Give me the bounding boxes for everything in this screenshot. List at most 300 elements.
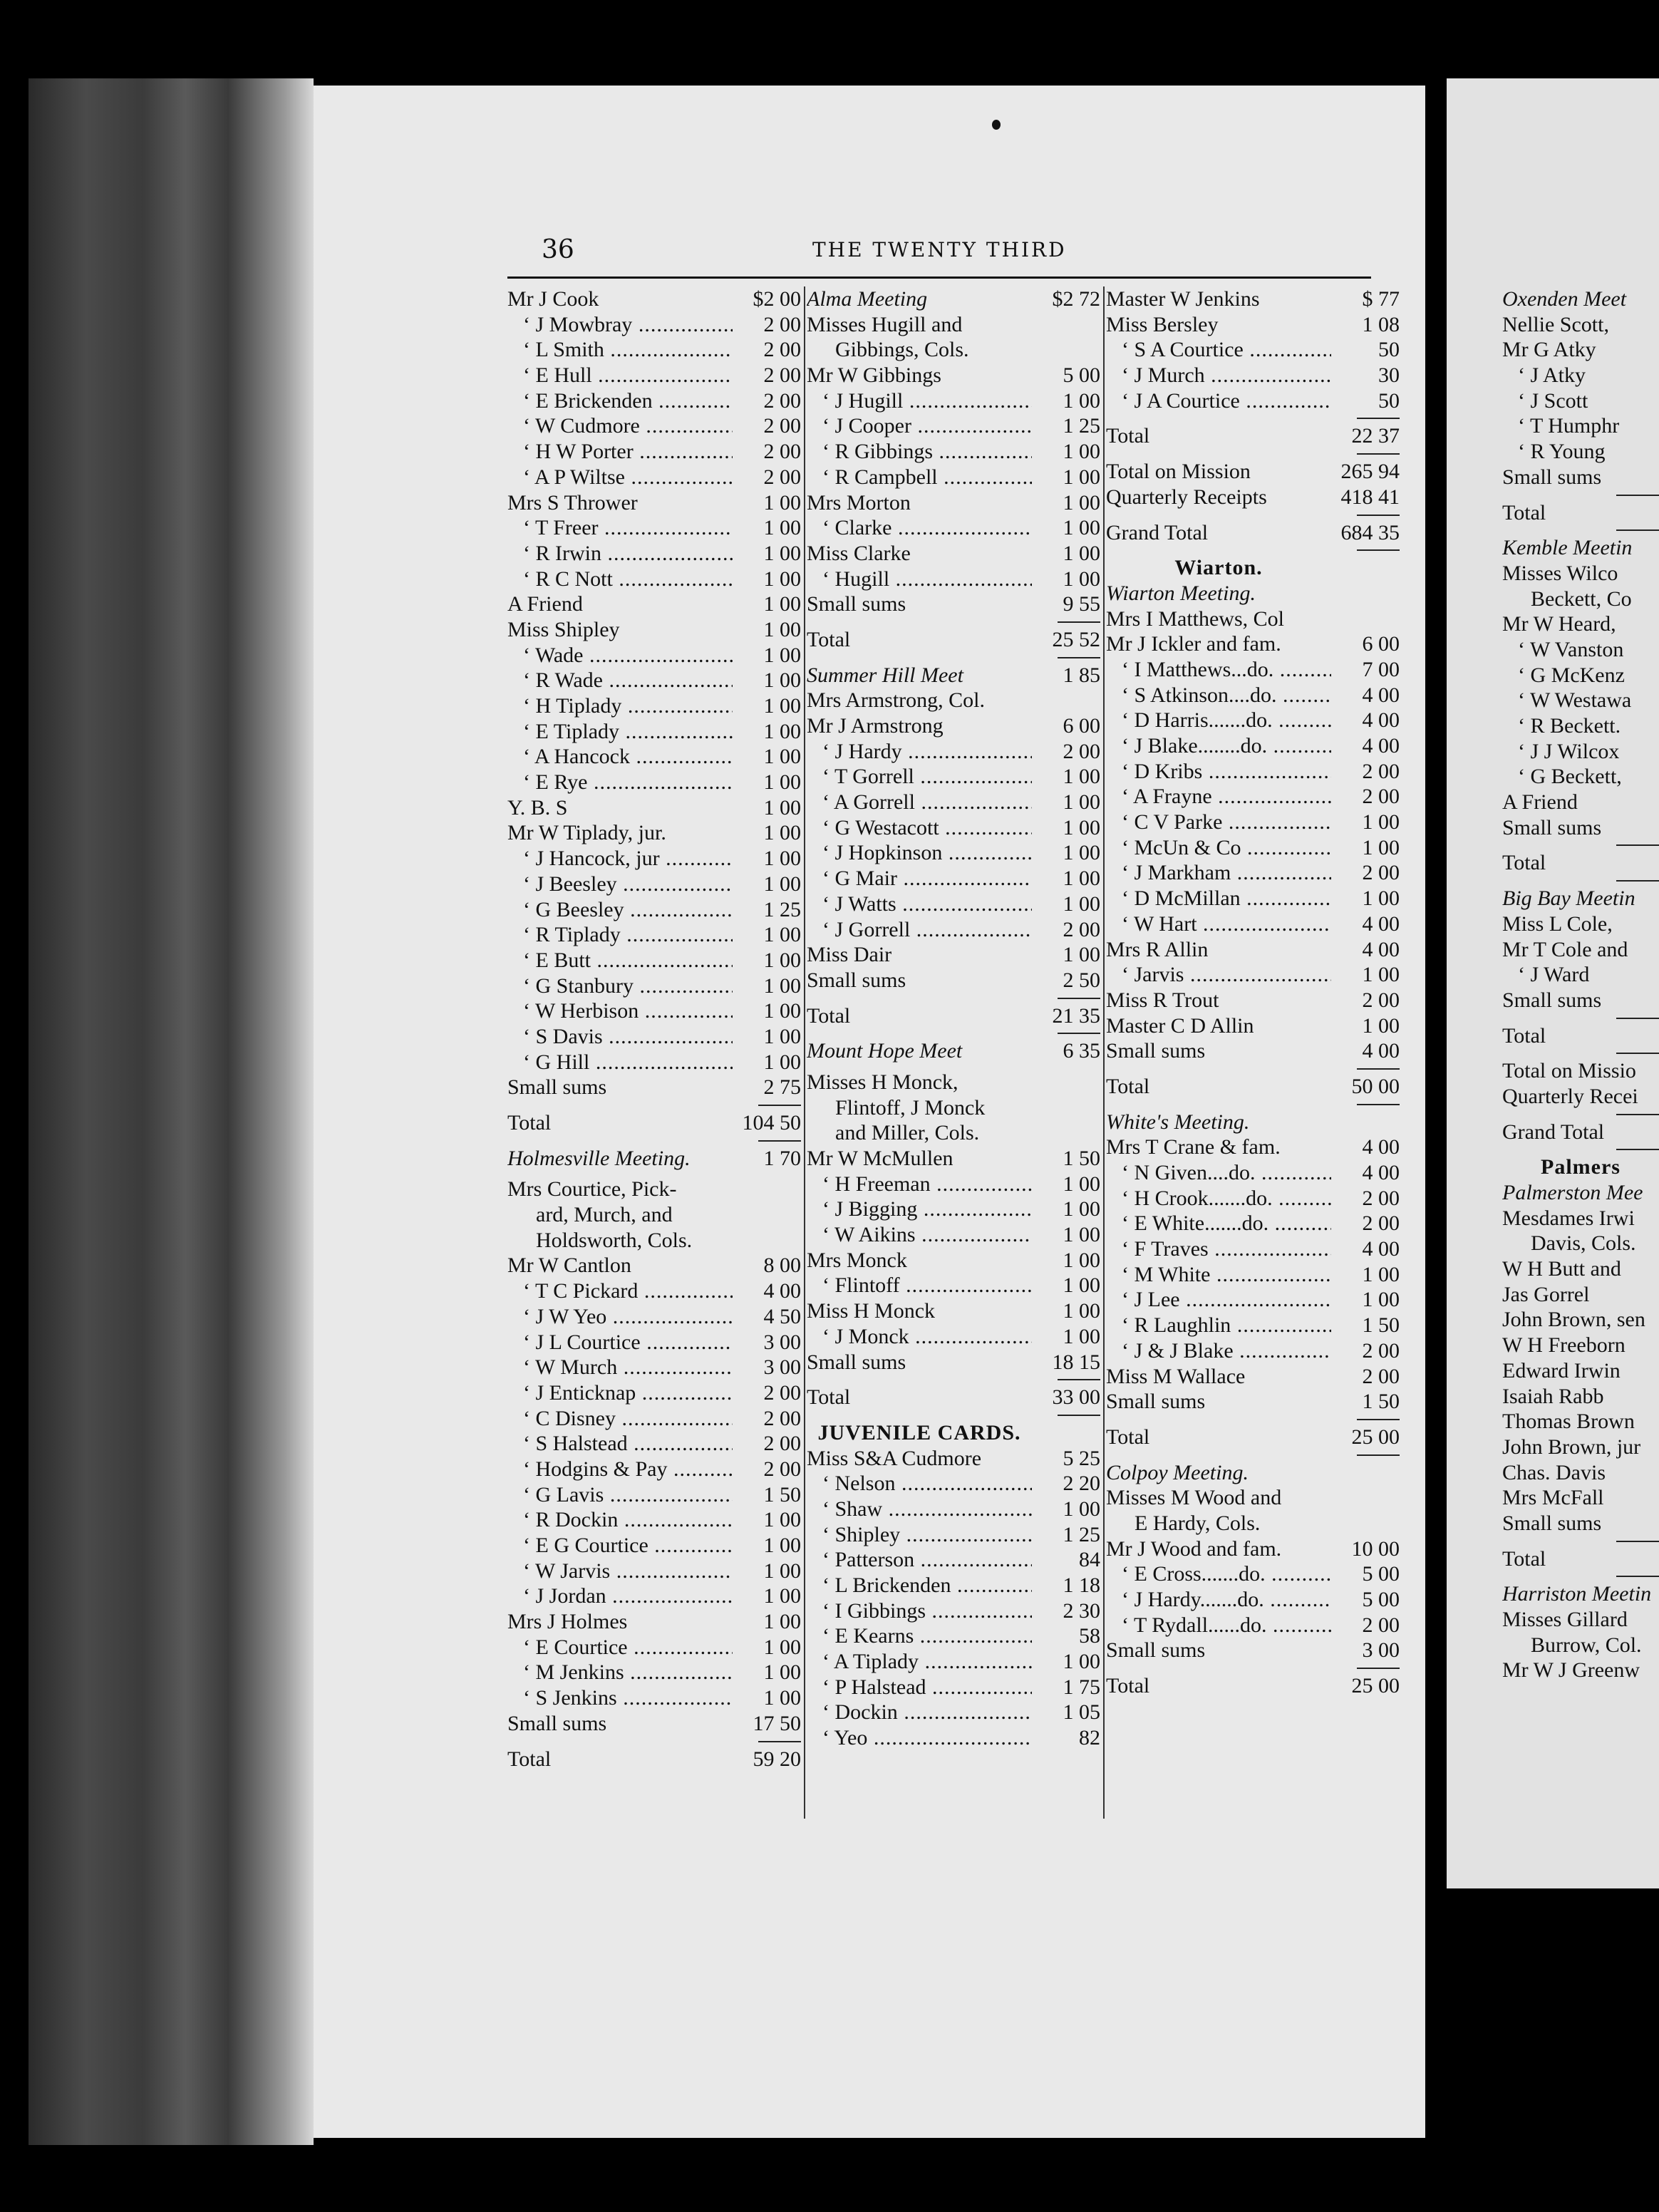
entry-name: ‘ E Hull .....: [507, 363, 733, 388]
entry-row: [1106, 911, 1400, 937]
entry-name: ‘ G McKenz: [1518, 663, 1625, 687]
entry-row: [507, 1304, 801, 1330]
entry-name: ‘ S Davis .....: [507, 1024, 733, 1050]
entry-name: ‘ T Gorrell .....: [807, 764, 1032, 790]
entry-row: [807, 1324, 1100, 1350]
total-rule: [807, 993, 1100, 1003]
entry-name: ‘ J Beesley .....: [507, 872, 733, 897]
entry-row: [1502, 1460, 1659, 1486]
entry-name: ‘ J Watts .....: [807, 891, 1032, 917]
entry-amount: [1331, 581, 1400, 606]
entry-name: and Miller, Cols.: [835, 1121, 980, 1145]
entry-amount: 2 00: [763, 465, 801, 489]
entry-name: ‘ J Hopkinson .....: [807, 840, 1032, 866]
entry-amount: 1 00: [1362, 1288, 1400, 1312]
entry-row: [507, 1330, 801, 1355]
entry-name: Total on Missio: [1502, 1059, 1636, 1083]
entry-name: ‘ G Stanbury .....: [507, 973, 733, 999]
entry-amount: 2 00: [763, 440, 801, 464]
total-rule: [1106, 1415, 1400, 1425]
entry-row: [1502, 1581, 1659, 1607]
entry-name: ‘ Hugill .....: [807, 567, 1032, 592]
entry-row: [1106, 1587, 1400, 1613]
entry-name: Colpoy Meeting.: [1106, 1460, 1249, 1484]
entry-row: [807, 917, 1100, 943]
entry-name: ‘ J W Yeo .....: [507, 1304, 733, 1330]
entry-amount: 2 00: [1362, 785, 1400, 809]
entry-name: ‘ J Hardy .....: [807, 739, 1032, 765]
entry-amount: [1032, 1120, 1100, 1146]
entry-name: Small sums: [1502, 1511, 1602, 1535]
entry-name: W H Butt and: [1502, 1257, 1621, 1281]
entry-name: ‘ Yeo .....: [807, 1725, 1032, 1751]
entry-amount: 3 00: [1362, 1638, 1400, 1663]
entry-amount: [1032, 337, 1100, 363]
entry-amount: $2 00: [753, 287, 801, 311]
entry-row: [1502, 388, 1659, 414]
entry-row: [507, 922, 801, 948]
entry-name: ‘ W Murch .....: [507, 1355, 733, 1380]
entry-name: ‘ Jarvis .....: [1106, 962, 1331, 988]
entry-name: Isaiah Rabb: [1502, 1384, 1604, 1408]
entry-name: ‘ A Frayne .....: [1106, 784, 1331, 810]
entry-name: Oxenden Meet: [1502, 287, 1627, 311]
entry-row: [1106, 708, 1400, 733]
entry-amount: 1 00: [1063, 867, 1100, 891]
entry-row: [1502, 1256, 1659, 1282]
entry-row: [807, 1095, 1100, 1121]
total-rule: [1106, 449, 1400, 459]
total-rule: [1106, 1064, 1400, 1074]
entry-name: ‘ J Scott: [1518, 388, 1588, 413]
entry-amount: 2 75: [763, 1075, 801, 1100]
entry-amount: 1 00: [763, 1610, 801, 1634]
entry-row: [1502, 988, 1659, 1013]
entry-row: [1502, 1384, 1659, 1410]
entry-row: [1502, 739, 1659, 765]
entry-amount: 4 00: [1362, 734, 1400, 758]
column-4: [1502, 286, 1659, 1683]
entry-row: [1502, 1023, 1659, 1049]
entry-row: [807, 286, 1100, 312]
entry-name: ‘ Hodgins & Pay .....: [507, 1457, 733, 1482]
entry-name: Palmerston Mee: [1502, 1181, 1643, 1204]
entry-row: [1106, 1485, 1400, 1511]
entry-row: [1106, 363, 1400, 388]
entry-row: [807, 337, 1100, 363]
entry-name: Burrow, Col.: [1531, 1633, 1642, 1657]
entry-row: [1502, 688, 1659, 713]
entry-name: ‘ A P Wiltse .....: [507, 465, 733, 490]
entry-amount: 2 00: [1362, 1186, 1400, 1210]
entry-row: [507, 465, 801, 490]
entry-name: Mr T Cole and: [1502, 937, 1628, 961]
entry-name: ‘ E G Courtice .....: [507, 1533, 733, 1559]
entry-name: Miss Bersley: [1106, 312, 1219, 336]
entry-row: [1502, 1206, 1659, 1231]
entry-row: [507, 1747, 801, 1772]
entry-name: Total: [1106, 1074, 1150, 1098]
entry-name: Holmesville Meeting.: [507, 1146, 691, 1170]
entry-row: [807, 1273, 1100, 1298]
entry-row: [1502, 764, 1659, 790]
entry-amount: 2 00: [1362, 1211, 1400, 1236]
entry-name: ‘ H W Porter .....: [507, 439, 733, 465]
entry-row: [1502, 1058, 1659, 1084]
entry-name: Mr W McMullen: [807, 1147, 953, 1170]
entry-row: [1106, 759, 1400, 785]
entry-row: [1106, 581, 1400, 606]
entry-name: ‘ F Traves .....: [1106, 1236, 1331, 1262]
entry-name: ‘ J L Courtice .....: [507, 1330, 733, 1355]
entry-row: [807, 388, 1100, 414]
entry-row: [1106, 886, 1400, 911]
entry-row: [1502, 535, 1659, 561]
entry-row: [807, 1675, 1100, 1700]
entry-name: Mr W Heard,: [1502, 612, 1616, 636]
entry-amount: 1 00: [763, 1534, 801, 1557]
entry-row: [1502, 1546, 1659, 1572]
entry-row: [807, 663, 1100, 688]
entry-amount: 1 08: [1362, 312, 1400, 336]
entry-row: [1502, 1333, 1659, 1358]
entry-amount: 4 00: [1362, 1161, 1400, 1184]
entry-row: [807, 739, 1100, 765]
entry-row: [1502, 413, 1659, 439]
entry-name: Miss H Monck: [807, 1299, 936, 1323]
entry-row: [807, 312, 1100, 338]
entry-row: [807, 1725, 1100, 1751]
entry-row: [507, 312, 801, 338]
entry-row: [507, 1609, 801, 1635]
entry-name: Summer Hill Meet: [807, 663, 963, 687]
entry-name: ‘ Clarke .....: [807, 515, 1032, 541]
entry-name: ‘ D McMillan .....: [1106, 886, 1331, 911]
entry-row: [1106, 555, 1400, 581]
entry-row: [507, 820, 801, 846]
entry-name: ‘ J Hancock, jur .....: [507, 846, 733, 872]
total-rule: [1106, 1450, 1400, 1460]
entry-name: Mr J Cook: [507, 287, 599, 311]
entry-amount: 2 00: [1362, 1338, 1400, 1363]
entry-row: [807, 1623, 1100, 1649]
entry-name: Miss M Wallace: [1106, 1364, 1246, 1388]
entry-amount: 1 00: [763, 821, 801, 845]
entry-row: [1502, 1180, 1659, 1206]
entry-amount: 4 00: [1362, 937, 1400, 961]
entry-amount: 25 00: [1351, 1674, 1400, 1698]
entry-row: [807, 1649, 1100, 1675]
entry-row: [1502, 663, 1659, 688]
entry-name: Mrs McFall: [1502, 1486, 1604, 1510]
entry-row: [1502, 1485, 1659, 1511]
entry-name: Edward Irwin: [1502, 1358, 1621, 1382]
entry-amount: 1 00: [763, 872, 801, 896]
entry-row: [1106, 810, 1400, 835]
entry-name: ‘ Shipley .....: [807, 1522, 1032, 1548]
entry-amount: 50: [1378, 338, 1400, 362]
entry-name: ‘ E Butt .....: [507, 948, 733, 973]
entry-amount: 1 00: [763, 745, 801, 769]
entry-amount: 6 35: [1063, 1039, 1100, 1063]
entry-amount: 59 20: [753, 1747, 801, 1771]
entry-row: [1106, 1613, 1400, 1638]
entry-row: [1106, 1338, 1400, 1364]
entry-amount: 1 00: [1063, 891, 1100, 916]
entry-name: Miss L Cole,: [1502, 911, 1613, 936]
entry-name: ‘ W Cudmore .....: [507, 413, 733, 439]
entry-name: ‘ R Beckett.: [1518, 714, 1621, 738]
column-3: [1106, 286, 1400, 1699]
entry-amount: 5 00: [1362, 1562, 1400, 1586]
entry-row: [1502, 1282, 1659, 1308]
entry-amount: 1 00: [763, 719, 801, 743]
entry-name: ‘ R Dockin .....: [507, 1507, 733, 1533]
entry-row: [1106, 1425, 1400, 1450]
entry-amount: 2 00: [763, 338, 801, 362]
entry-row: [1106, 1211, 1400, 1236]
entry-name: ‘ A Hancock .....: [507, 744, 733, 770]
entry-name: Quarterly Receipts: [1106, 485, 1267, 509]
entry-row: [807, 439, 1100, 465]
entry-row: [507, 643, 801, 668]
entry-name: Total: [1106, 1674, 1150, 1698]
total-rule: [507, 1136, 801, 1146]
entry-name: Mr W Tiplady, jur.: [507, 821, 666, 845]
entry-amount: 2 00: [1063, 917, 1100, 941]
entry-row: [507, 1228, 801, 1254]
entry-amount: 9 55: [1063, 592, 1100, 616]
entry-amount: 2 00: [763, 414, 801, 438]
header-rule: [507, 276, 1371, 279]
entry-amount: 21 35: [1052, 1003, 1100, 1028]
entry-row: [807, 968, 1100, 993]
total-rule: [807, 1375, 1100, 1385]
column-2: [807, 286, 1100, 1751]
entry-amount: 1 00: [763, 567, 801, 591]
entry-name: ‘ R Irwin .....: [507, 541, 733, 567]
entry-row: [507, 795, 801, 821]
entry-row: [507, 744, 801, 770]
entry-amount: 1 00: [763, 541, 801, 565]
entry-amount: 7 00: [1362, 657, 1400, 681]
entry-amount: 4 00: [1362, 708, 1400, 733]
entry-row: [507, 1075, 801, 1100]
entry-amount: [1331, 1511, 1400, 1536]
entry-row: [807, 1197, 1100, 1222]
entry-amount: 2 00: [763, 1406, 801, 1430]
entry-row: [507, 1380, 801, 1406]
entry-amount: 1 18: [1063, 1573, 1100, 1597]
entry-row: [807, 1497, 1100, 1522]
entry-name: ‘ C Disney .....: [507, 1406, 733, 1432]
entry-name: ard, Murch, and: [536, 1203, 673, 1227]
total-rule: [1106, 1663, 1400, 1673]
entry-amount: 4 00: [1362, 1135, 1400, 1159]
entry-amount: 1 75: [1063, 1675, 1100, 1699]
entry-name: Total on Mission: [1106, 460, 1251, 484]
entry-name: Misses H Monck,: [807, 1070, 958, 1094]
entry-amount: 18 15: [1052, 1350, 1100, 1374]
entry-row: [1502, 561, 1659, 586]
entry-amount: 1 00: [763, 1559, 801, 1583]
entry-amount: 1 05: [1063, 1700, 1100, 1725]
entry-amount: 104 50: [742, 1111, 801, 1135]
entry-row: [807, 490, 1100, 516]
entry-name: Master C D Allin: [1106, 1013, 1254, 1038]
entry-amount: 1 00: [763, 592, 801, 616]
entry-name: ‘ E White.......do. .....: [1106, 1211, 1331, 1236]
entry-row: [507, 998, 801, 1024]
total-rule: [1502, 1013, 1659, 1023]
entry-name: Mr W Cantlon: [507, 1254, 631, 1278]
entry-amount: 1 00: [763, 643, 801, 667]
entry-amount: 1 50: [1362, 1313, 1400, 1338]
entry-name: ‘ W Herbison .....: [507, 998, 733, 1024]
entry-amount: 1 00: [763, 999, 801, 1023]
entry-name: ‘ E Tiplady .....: [507, 719, 733, 745]
entry-row: [807, 1120, 1100, 1146]
entry-amount: 1 00: [1362, 1262, 1400, 1286]
entry-amount: 4 50: [763, 1304, 801, 1328]
entry-name: Harriston Meetin: [1502, 1582, 1652, 1606]
entry-amount: 2 50: [1063, 968, 1100, 992]
entry-name: White's Meeting.: [1106, 1110, 1250, 1134]
entry-name: ‘ S Atkinson....do. .....: [1106, 683, 1331, 708]
entry-amount: 1 00: [763, 923, 801, 947]
page-number: 36: [542, 235, 574, 264]
entry-amount: 2 00: [1362, 1613, 1400, 1637]
entry-name: ‘ W Westawa: [1518, 688, 1632, 713]
entry-amount: 30: [1378, 363, 1400, 388]
entry-name: ‘ Dockin .....: [807, 1700, 1032, 1725]
entry-row: [507, 337, 801, 363]
entry-amount: 1 00: [1063, 815, 1100, 839]
entry-name: Thomas Brown: [1502, 1410, 1635, 1434]
entry-row: [807, 840, 1100, 866]
entry-row: [1106, 1313, 1400, 1338]
entry-row: [507, 388, 801, 414]
entry-name: Mr G Atky: [1502, 338, 1596, 362]
entry-amount: 4 00: [1362, 1039, 1400, 1063]
entry-amount: 2 00: [763, 312, 801, 336]
entry-amount: 1 00: [763, 516, 801, 540]
entry-row: [1502, 637, 1659, 663]
entry-name: ‘ G Mair .....: [807, 866, 1032, 891]
entry-row: [807, 1598, 1100, 1624]
entry-row: [1106, 1673, 1400, 1699]
entry-row: [807, 363, 1100, 388]
total-rule: [1502, 1144, 1659, 1154]
entry-row: [1106, 1236, 1400, 1262]
entry-amount: 1 00: [1063, 1197, 1100, 1221]
entry-row: [1502, 1658, 1659, 1683]
entry-row: [1106, 312, 1400, 338]
entry-amount: 3 00: [763, 1330, 801, 1354]
entry-row: [507, 439, 801, 465]
entry-row: [807, 1522, 1100, 1548]
entry-row: [1106, 1135, 1400, 1160]
entry-row: [1502, 815, 1659, 841]
total-rule: [1502, 490, 1659, 500]
entry-name: ‘ E Kearns .....: [807, 1623, 1032, 1649]
entry-name: ‘ R Gibbings .....: [807, 439, 1032, 465]
entry-row: [1502, 962, 1659, 988]
entry-row: [1106, 1186, 1400, 1211]
entry-amount: 1 00: [1063, 1172, 1100, 1196]
entry-name: ‘ W Aikins .....: [807, 1222, 1032, 1248]
total-rule: [507, 1100, 801, 1110]
entry-row: [1502, 1435, 1659, 1460]
entry-row: [1106, 683, 1400, 708]
running-title: THE TWENTY THIRD: [812, 238, 1067, 262]
entry-amount: 8 00: [763, 1254, 801, 1278]
entry-amount: 50: [1378, 388, 1400, 413]
entry-name: ‘ R Young: [1518, 440, 1606, 464]
entry-amount: 22 37: [1351, 424, 1400, 448]
entry-amount: 1 00: [763, 668, 801, 693]
entry-name: Small sums: [1106, 1638, 1206, 1663]
total-rule: [1106, 413, 1400, 423]
total-rule: [807, 1410, 1100, 1420]
entry-row: [807, 713, 1100, 739]
entry-name: Small sums: [1106, 1039, 1206, 1063]
entry-name: Master W Jenkins: [1106, 287, 1260, 311]
entry-row: [507, 567, 801, 592]
entry-row: [1106, 337, 1400, 363]
entry-amount: 1 25: [763, 897, 801, 921]
entry-name: ‘ J Bigging .....: [807, 1197, 1032, 1222]
entry-amount: 1 00: [763, 1024, 801, 1048]
total-rule: [807, 1028, 1100, 1038]
total-rule: [1106, 545, 1400, 555]
entry-name: ‘ McUn & Co .....: [1106, 835, 1331, 861]
entry-name: ‘ J & J Blake .....: [1106, 1338, 1331, 1364]
entry-name: Grand Total: [1502, 1120, 1605, 1144]
entry-name: ‘ D Kribs .....: [1106, 759, 1331, 785]
entry-name: Wiarton.: [1174, 556, 1263, 580]
entry-name: Miss R Trout: [1106, 988, 1219, 1012]
entry-row: [807, 1350, 1100, 1375]
entry-name: ‘ E Cross.......do. .....: [1106, 1561, 1331, 1587]
entry-amount: 25 00: [1351, 1425, 1400, 1449]
entry-amount: 1 00: [1063, 943, 1100, 967]
ink-dot: [992, 120, 1001, 130]
entry-name: ‘ S Jenkins .....: [507, 1685, 733, 1711]
entry-amount: [1032, 688, 1100, 713]
entry-row: [807, 1385, 1100, 1410]
entry-amount: 1 50: [763, 1482, 801, 1506]
entry-name: ‘ A Gorrell .....: [807, 790, 1032, 815]
entry-row: [1106, 1287, 1400, 1313]
entry-name: ‘ J A Courtice .....: [1106, 388, 1331, 414]
entry-row: [507, 1533, 801, 1559]
entry-row: [1106, 1389, 1400, 1415]
entry-amount: 1 00: [763, 490, 801, 515]
entry-row: [507, 1278, 801, 1304]
entry-amount: 1 00: [1063, 841, 1100, 865]
entry-amount: [1331, 555, 1400, 581]
entry-name: ‘ I Gibbings .....: [807, 1598, 1032, 1624]
column-1: [507, 286, 801, 1772]
entry-name: Alma Meeting: [807, 287, 928, 311]
entry-name: Small sums: [807, 968, 906, 992]
entry-name: ‘ L Smith .....: [507, 337, 733, 363]
entry-name: ‘ D Harris.......do. .....: [1106, 708, 1331, 733]
entry-name: ‘ J Murch .....: [1106, 363, 1331, 388]
entry-row: [507, 1050, 801, 1075]
entry-row: [807, 413, 1100, 439]
